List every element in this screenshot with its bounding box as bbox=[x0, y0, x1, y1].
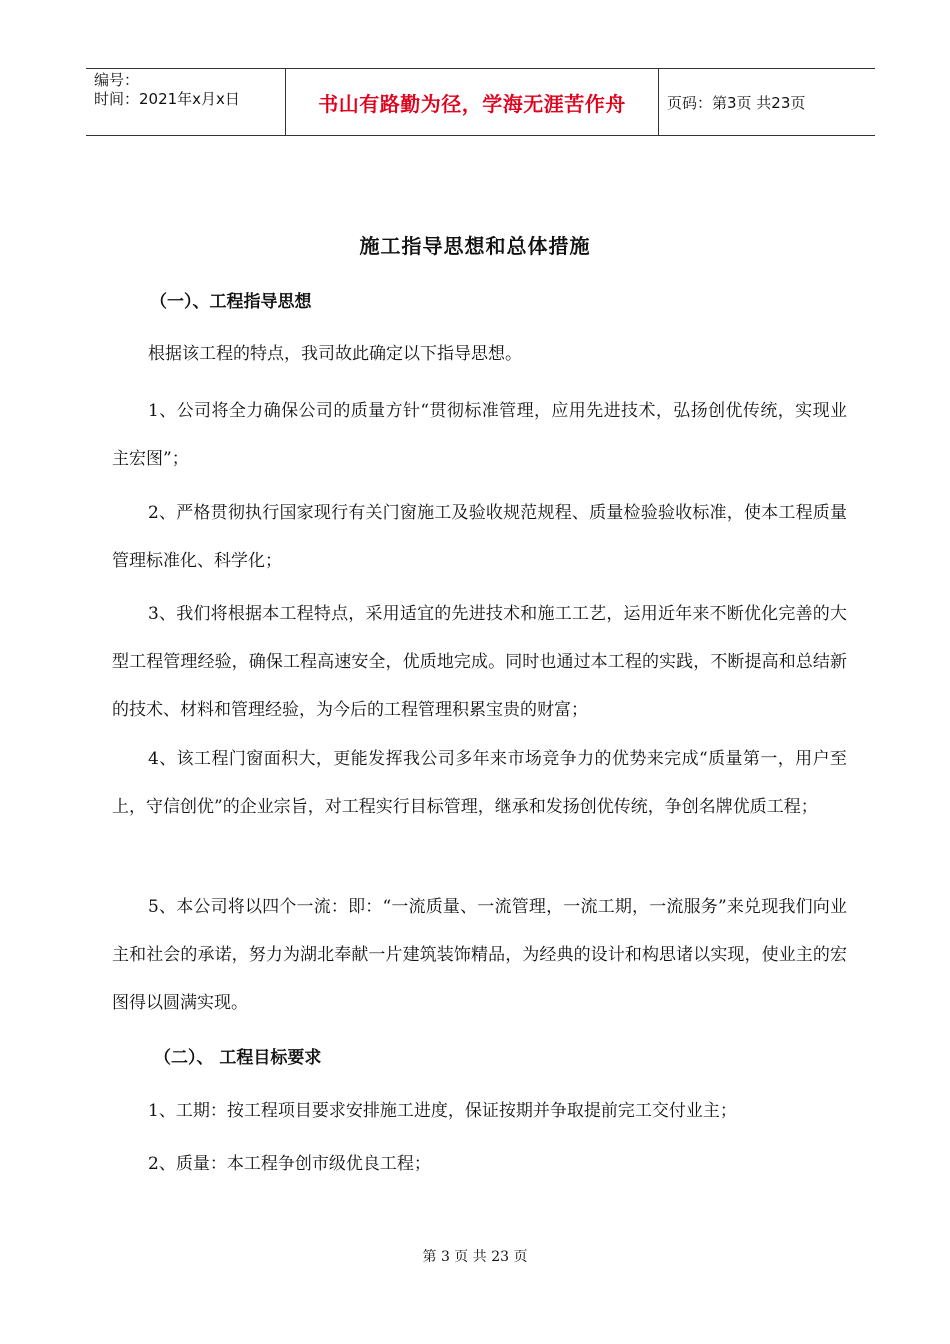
section-heading-1: （一）、工程指导思想 bbox=[150, 292, 312, 312]
paragraph-intro: 根据该工程的特点，我司故此确定以下指导思想。 bbox=[148, 344, 522, 364]
paragraph-goal-2: 2、质量：本工程争创市级优良工程； bbox=[148, 1154, 431, 1174]
page-footer: 第 3 页 共 23 页 bbox=[422, 1249, 528, 1265]
paragraph-item-1: 1、公司将全力确保公司的质量方针“贯彻标准管理，应用先进技术，弘扬创优传统，实现业主宏图”； bbox=[112, 401, 847, 469]
section-heading-2: （二）、 工程目标要求 bbox=[154, 1048, 322, 1068]
header-page-info: 页码：第3页 共23页 bbox=[667, 93, 806, 112]
paragraph-item-2: 2、严格贯彻执行国家现行有关门窗施工及验收规范规程、质量检验验收标准，使本工程质量管理标准化、科学化； bbox=[112, 503, 847, 571]
paragraph-item-5: 5、本公司将以四个一流：即：“一流质量、一流管理，一流工期，一流服务”来兑现我们向业主和社会的承诺，努力为湖北奉献一片建筑装饰精品，为经典的设计和构思诸以实现，使业主的宏图得以圆满实现。 bbox=[112, 897, 847, 1013]
header-motto: 书山有路勤为径，学海无涯苦作舟 bbox=[286, 69, 659, 135]
paragraph-goal-1: 1、工期：按工程项目要求安排施工进度，保证按期并争取提前完工交付业主； bbox=[148, 1101, 737, 1121]
paragraph-item-3: 3、我们将根据本工程特点，采用适宜的先进技术和施工工艺，运用近年来不断优化完善的大型工程管理经验，确保工程高速安全，优质地完成。同时也通过本工程的实践，不断提高和总结新的技术、材料和管理经验，为今后的工程管理积累宝贵的财富； bbox=[112, 604, 847, 720]
header-meta bbox=[86, 69, 286, 135]
header-table bbox=[86, 68, 875, 136]
paragraph-item-4: 4、该工程门窗面积大，更能发挥我公司多年来市场竞争力的优势来完成“质量第一，用户至上，守信创优”的企业宗旨，对工程实行目标管理，继承和发扬创优传统，争创名牌优质工程； bbox=[112, 749, 847, 817]
document-title: 施工指导思想和总体措施 bbox=[359, 234, 591, 258]
time-label: 时间：2021年x月x日 bbox=[94, 90, 240, 108]
serial-label: 编号： bbox=[94, 71, 140, 89]
